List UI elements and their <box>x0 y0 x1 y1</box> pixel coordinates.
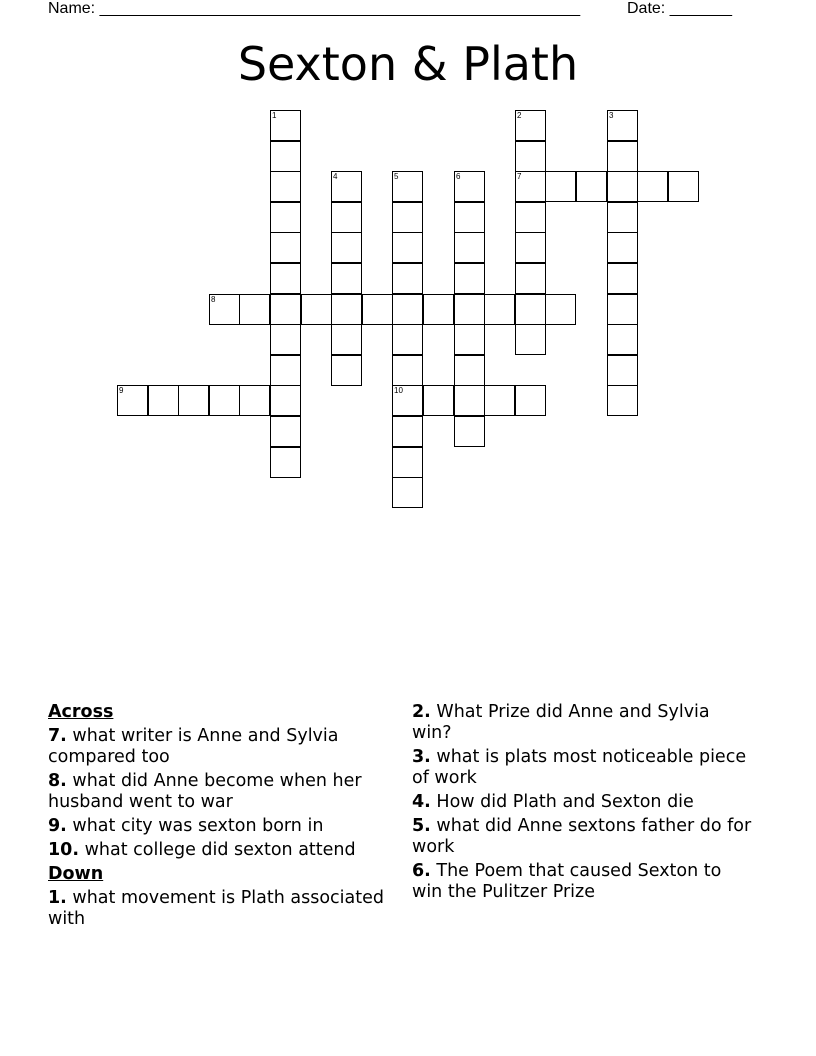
grid-cell[interactable] <box>117 385 148 416</box>
clue-text: What Prize did Anne and Sylvia win? <box>412 702 710 743</box>
grid-cell[interactable] <box>392 294 423 325</box>
clue-text: The Poem that caused Sexton to win the Pulitzer Prize <box>412 861 722 902</box>
grid-cell[interactable] <box>668 171 699 202</box>
clue-number: 6. <box>412 861 431 881</box>
grid-cell[interactable] <box>270 385 301 416</box>
down-clue-4 <box>412 792 752 813</box>
grid-cell[interactable] <box>607 355 638 386</box>
grid-cell[interactable] <box>515 110 546 141</box>
grid-cell[interactable] <box>607 141 638 172</box>
grid-cell[interactable] <box>607 294 638 325</box>
grid-cell[interactable] <box>331 171 362 202</box>
grid-cell[interactable] <box>454 232 485 263</box>
clue-number-label: 8 <box>211 295 216 304</box>
clue-text: what did Anne sextons father do for work <box>412 816 752 857</box>
clue-number-label: 3 <box>609 111 614 120</box>
down-clue-2 <box>412 702 752 744</box>
grid-cell[interactable] <box>607 263 638 294</box>
grid-cell[interactable] <box>484 385 515 416</box>
across-clue-10 <box>48 840 400 861</box>
grid-cell[interactable] <box>392 202 423 233</box>
grid-cell[interactable] <box>423 385 454 416</box>
grid-cell[interactable] <box>454 416 485 447</box>
grid-cell[interactable] <box>392 477 423 508</box>
clue-number-label: 4 <box>333 172 338 181</box>
grid-cell[interactable] <box>607 110 638 141</box>
grid-cell[interactable] <box>392 324 423 355</box>
grid-cell[interactable] <box>392 416 423 447</box>
grid-cell[interactable] <box>331 202 362 233</box>
clue-number: 5. <box>412 816 431 836</box>
grid-cell[interactable] <box>454 263 485 294</box>
clue-number: 9. <box>48 816 67 836</box>
grid-cell[interactable] <box>270 232 301 263</box>
grid-cell[interactable] <box>515 324 546 355</box>
grid-cell[interactable] <box>515 385 546 416</box>
clue-text: what city was sexton born in <box>72 816 324 836</box>
grid-cell[interactable] <box>331 324 362 355</box>
grid-cell[interactable] <box>239 385 270 416</box>
grid-cell[interactable] <box>607 385 638 416</box>
clue-number: 1. <box>48 888 67 908</box>
clue-number-label: 2 <box>517 111 522 120</box>
clues-column-left <box>48 702 400 933</box>
down-clue-6 <box>412 861 752 903</box>
grid-cell[interactable] <box>331 232 362 263</box>
grid-cell[interactable] <box>270 355 301 386</box>
grid-cell[interactable] <box>331 263 362 294</box>
grid-cell[interactable] <box>515 141 546 172</box>
grid-cell[interactable] <box>270 294 301 325</box>
grid-cell[interactable] <box>301 294 332 325</box>
grid-cell[interactable] <box>270 202 301 233</box>
grid-cell[interactable] <box>454 385 485 416</box>
grid-cell[interactable] <box>515 294 546 325</box>
grid-cell[interactable] <box>270 110 301 141</box>
grid-cell[interactable] <box>239 294 270 325</box>
grid-cell[interactable] <box>270 263 301 294</box>
grid-cell[interactable] <box>454 324 485 355</box>
clue-number-label: 10 <box>394 386 403 395</box>
puzzle-title: Sexton & Plath <box>237 37 579 91</box>
grid-cell[interactable] <box>607 171 638 202</box>
clue-number: 7. <box>48 726 67 746</box>
grid-cell[interactable] <box>637 171 668 202</box>
grid-cell[interactable] <box>148 385 179 416</box>
clue-number-label: 1 <box>272 111 277 120</box>
clue-number: 4. <box>412 792 431 812</box>
grid-cell[interactable] <box>331 294 362 325</box>
across-clue-9 <box>48 816 400 837</box>
grid-cell[interactable] <box>270 324 301 355</box>
grid-cell[interactable] <box>392 447 423 478</box>
clue-text: what college did sexton attend <box>84 840 356 860</box>
clue-number: 10. <box>48 840 80 860</box>
clue-number-label: 6 <box>456 172 461 181</box>
grid-cell[interactable] <box>515 202 546 233</box>
clue-text: what movement is Plath associated with <box>48 888 384 929</box>
grid-cell[interactable] <box>178 385 209 416</box>
clues-column-right <box>412 702 752 906</box>
grid-cell[interactable] <box>392 385 423 416</box>
clue-text: what writer is Anne and Sylvia compared too <box>48 726 339 767</box>
clue-text: what did Anne become when her husband went to war <box>48 771 362 812</box>
grid-cell[interactable] <box>392 171 423 202</box>
across-clue-8 <box>48 771 400 813</box>
down-clue-1 <box>48 888 400 930</box>
grid-cell[interactable] <box>270 171 301 202</box>
grid-cell[interactable] <box>392 232 423 263</box>
grid-cell[interactable] <box>209 385 240 416</box>
grid-cell[interactable] <box>423 294 454 325</box>
grid-cell[interactable] <box>515 232 546 263</box>
grid-cell[interactable] <box>270 141 301 172</box>
clue-number: 2. <box>412 702 431 722</box>
grid-cell[interactable] <box>270 447 301 478</box>
grid-cell[interactable] <box>454 294 485 325</box>
grid-cell[interactable] <box>454 202 485 233</box>
down-heading: Down <box>48 864 104 884</box>
clue-number-label: 5 <box>394 172 399 181</box>
down-clue-3 <box>412 747 752 789</box>
grid-cell[interactable] <box>607 202 638 233</box>
grid-cell[interactable] <box>454 171 485 202</box>
grid-cell[interactable] <box>362 294 393 325</box>
across-clue-7 <box>48 726 400 768</box>
grid-cell[interactable] <box>331 355 362 386</box>
clue-number: 3. <box>412 747 431 767</box>
grid-cell[interactable] <box>515 171 546 202</box>
across-heading: Across <box>48 702 114 722</box>
grid-cell[interactable] <box>209 294 240 325</box>
date-field-label: Date: _______ <box>627 0 732 17</box>
grid-cell[interactable] <box>392 263 423 294</box>
down-clue-5 <box>412 816 752 858</box>
grid-cell[interactable] <box>484 294 515 325</box>
grid-cell[interactable] <box>270 416 301 447</box>
clue-text: what is plats most noticeable piece of work <box>412 747 747 788</box>
grid-cell[interactable] <box>607 232 638 263</box>
grid-cell[interactable] <box>545 171 576 202</box>
grid-cell[interactable] <box>515 263 546 294</box>
grid-cell[interactable] <box>576 171 607 202</box>
name-field-label: Name: ______________________________________________________ <box>48 0 581 17</box>
clue-number-label: 7 <box>517 172 522 181</box>
clue-number: 8. <box>48 771 67 791</box>
clue-number-label: 9 <box>119 386 124 395</box>
grid-cell[interactable] <box>545 294 576 325</box>
clue-text: How did Plath and Sexton die <box>436 792 694 812</box>
grid-cell[interactable] <box>607 324 638 355</box>
grid-cell[interactable] <box>454 355 485 386</box>
grid-cell[interactable] <box>392 355 423 386</box>
